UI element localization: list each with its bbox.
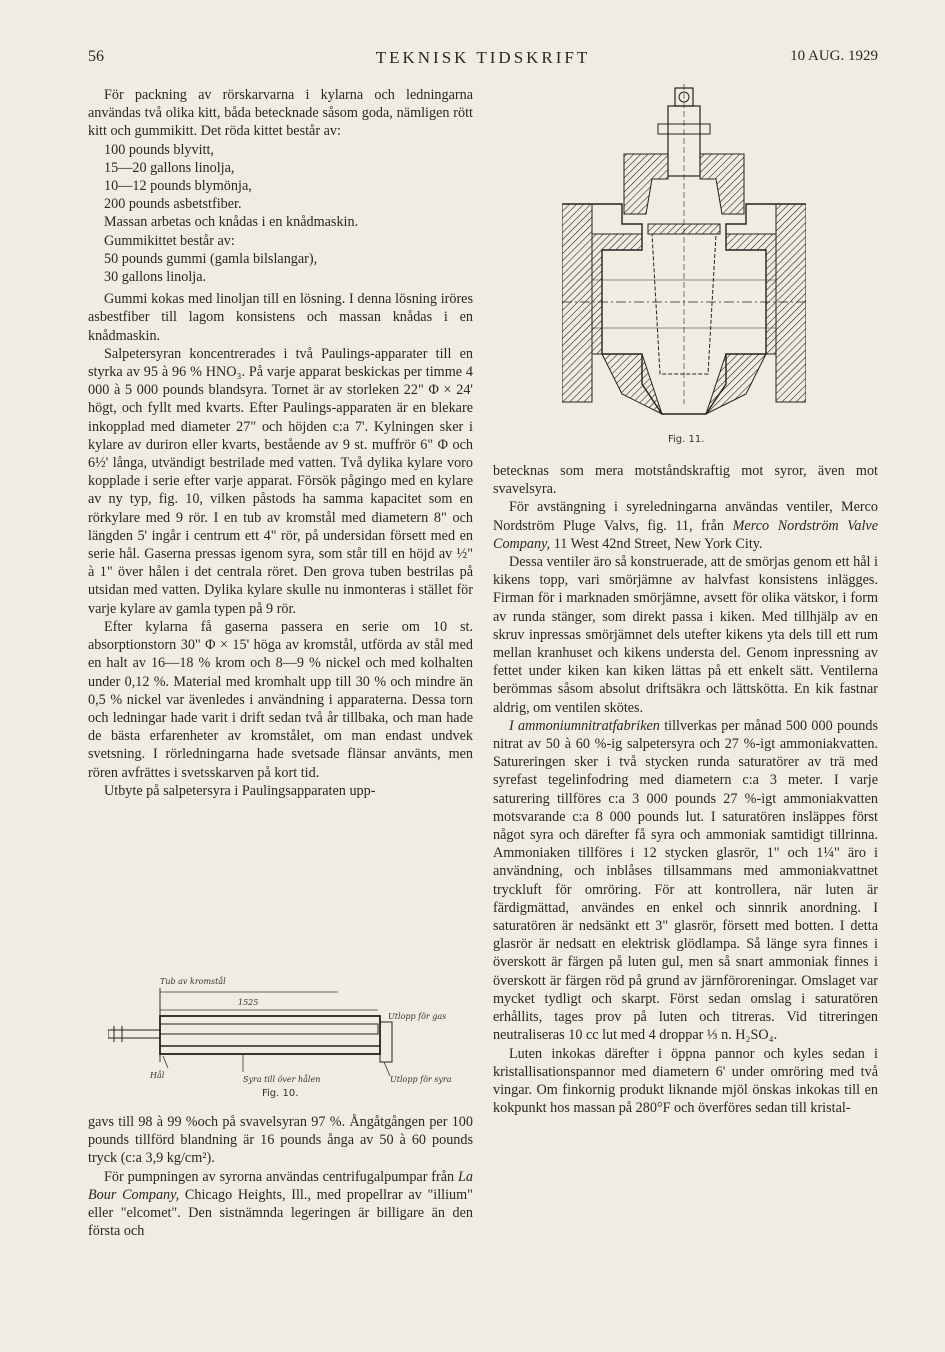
label-holes: Hål [150,1071,165,1080]
label-acid-outlet: Utlopp för syra [390,1075,452,1084]
paragraph: I ammoniumnitratfabriken tillverkas per månad 500 000 pounds nitrat av 50 à 60 %-ig salpetersyra och 27 %-igt ammoniakvatten. Satureringen sker i två stycken runda saturatörer av trä med syrefast tegelinfodring med diametern c:a 3 meter. I varje saturering tillföres c:a 3 000 pounds 27 %-igt ammoniakvatten motsvarande c:a 8 000 pounds lut. I saturatören insläppes först något syra och därefter få syra och ammoniak samtidigt tillrinna. Ammoniaken tillföres i 12 stycken glasrör, 1" och 1¼" äro i användning, och inblåses tillsammans med ammoniakvattnet tryckluft för omröring. För att kontrollera, när luten är färdigmättad, användes en enkel och sinnrik anordning. I saturatören är nedsänkt ett 3" glasrör, försett med botten. I detta glasrör är nedsatt en elektrisk glödlampa. Så länge syra finnes i överskott är färgen på luten gul, men så snart ammoniak finnes i överskott är färgen röd på grund av järnföroreningar. Omslaget var mycket tydligt och skarpt. Först sedan omslag i saturatören erhållits, tages prov på luten och titreras. Vid titreringen neutraliseras 10 cc lut med 4 droppar ⅓ n. H₂SO₄. [493,717,879,1044]
paragraph: Salpetersyran koncentrerades i två Paulings-apparater till en styrka av 95 à 96 % HNO₃. På varje apparat beskickas per timme 4 000 à 5 000 pounds blandsyra. Tornet är av storleken 22" Φ × 24' högt, och fyllt med kvarts. Efter Paulings-apparaten är en blekare inkopplad med diameter 27" och höjden c:a 7'. Kylningen sker i kylare av duriron eller kvarts, bestående av 9 st. muffrör 6" Φ och 6½' långa, utvändigt bestrilade med vatten. Två dylika kylare voro kopplade i serie efter varje apparat. Försök pågingo med en kylare av ny typ, fig. 10, vilken påstods ha samma kapacitet som en rörkylare med 9 rör. I en tub av kromstål med diametern 8" och längden 5' ingår i centrum ett 4" rör, på undersidan försett med en serie hål. Gaserna pressas igenom syra, som står till en höjd av ½" à 1" över hålen i det centrala röret. Den grova tuben bestrilas på utsidan med vatten. Dylika kylare skulle nu inmonteras i stället för varje kylare av gamla typen på 9 rör. [88,345,473,617]
label-dimension: 1525 [238,998,259,1007]
paragraph: För avstängning i syreledningarna användas ventiler, Merco Nordström Pluge Valvs, fig. 11, från Merco Nordström Valve Company, 11 West 42nd Street, New York City. [493,499,878,552]
recipe-line: 200 pounds asbetstfiber. [104,196,242,213]
cooler-diagram [108,972,468,1097]
paragraph: För packning av rörskarvarna i kylarna och ledningarna användas två olika kitt, båda betecknade såsom goda, nämligen rött kitt och gummikitt. Det röda kittet består av: [88,87,473,140]
figure-11-caption: Fig. 11. [668,434,705,445]
paragraph: betecknas som mera motståndskraftig mot syror, även mot svavelsyra. [493,463,878,498]
recipe-line: 15—20 gallons linolja, [104,159,235,176]
page-number: 56 [88,48,104,65]
figure-10 [108,972,468,1097]
journal-title: TEKNISK TIDSKRIFT [375,48,591,67]
paragraph: Dessa ventiler äro så konstruerade, att de smörjas genom ett hål i kikens topp, vari smörjämne av halvfast konsistens inlägges. Firman för i marknaden smörjämne, avsett för olika vätskor, i form av runda stänger, som direkt passa i kiken. Med tillhjälp av en skruv inpressas smörjämnet dels utefter kikens yta dels till ett rum mellan kranhuset och kikens understa del. Genom inpressning av fettet under kiken kan kiken lättas på ett enkelt sätt. Ventilerna berömmas såsom absolut driftsäkra och lättskötta. En kik fastnar aldrig, om ventilen skötes. [493,554,878,716]
paragraph: gavs till 98 à 99 %och på svavelsyran 97 %. Ångåtgången per 100 pounds tillförd blandning är 16 pounds ånga av 50 à 60 pounds tryck (c:a 3,9 kg/cm²). [88,1114,473,1167]
label-acid-level: Syra till över hålen [243,1075,321,1084]
right-column [493,462,878,1117]
figure-10-caption: Fig. 10. [262,1088,299,1099]
issue-date: 10 AUG. 1929 [790,48,878,64]
recipe-line: 10—12 pounds blymönja, [104,178,252,195]
figure-11 [562,84,806,434]
left-column [88,86,473,800]
recipe-line: 30 gallons linolja. [104,269,207,286]
running-header [88,48,878,72]
recipe-line: Massan arbetas och knådas i en knådmaskin. [104,214,359,231]
paragraph: Luten inkokas därefter i öppna pannor och kyles sedan i kristallisationspannor med diametern 6' under omröring med två vingar. Om finkornig produkt liknande mjöl önskas inkokas till en kokpunkt hos massan på 280°F och överföres sedan till kristal- [493,1045,878,1117]
recipe-line: 50 pounds gummi (gamla bilslangar), [104,250,318,267]
paragraph: Gummi kokas med linoljan till en lösning. I denna lösning iröres asbestfiber till lagom konsistens och massan knådas i en knådmaskin. [88,291,473,344]
label-tube: Tub av kromstål [160,977,226,986]
paragraph: Efter kylarna få gaserna passera en serie om 10 st. absorptionstorn 30" Φ × 15' höga av kromstål, utförda av stål med en halt av 16—18 % krom och 8—9 % nickel och med kolhalten under 0,12 %. Material med kromhalt upp till 30 % och mindre än 0,5 % nickel var ävenledes i användning i apparaterna. Dessa torn och ledningar hade varit i drift sedan två år tillbaka, och man hade de bästa erfarenheter av kromstålet, om man endast undvek svetsning. I rörledningarna hade svetsade flänsar använts, men rören avfrättes i svetsskarven på kort tid. [88,618,473,781]
paragraph: För pumpningen av syrorna användas centrifugalpumpar från La Bour Company, Chicago Heights, Ill., med propellrar av "illium" eller "elcomet". Den sistnämnda legeringen är billigare än den första och [88,1168,473,1240]
paragraph: Utbyte på salpetersyra i Paulingsapparaten upp- [104,782,376,799]
left-column-bottom [88,1113,473,1240]
label-gas-outlet: Utlopp för gas [388,1012,447,1021]
recipe-title: Gummikittet består av: [104,232,235,249]
plug-valve-drawing [562,84,806,434]
recipe-line: 100 pounds blyvitt, [104,141,214,158]
